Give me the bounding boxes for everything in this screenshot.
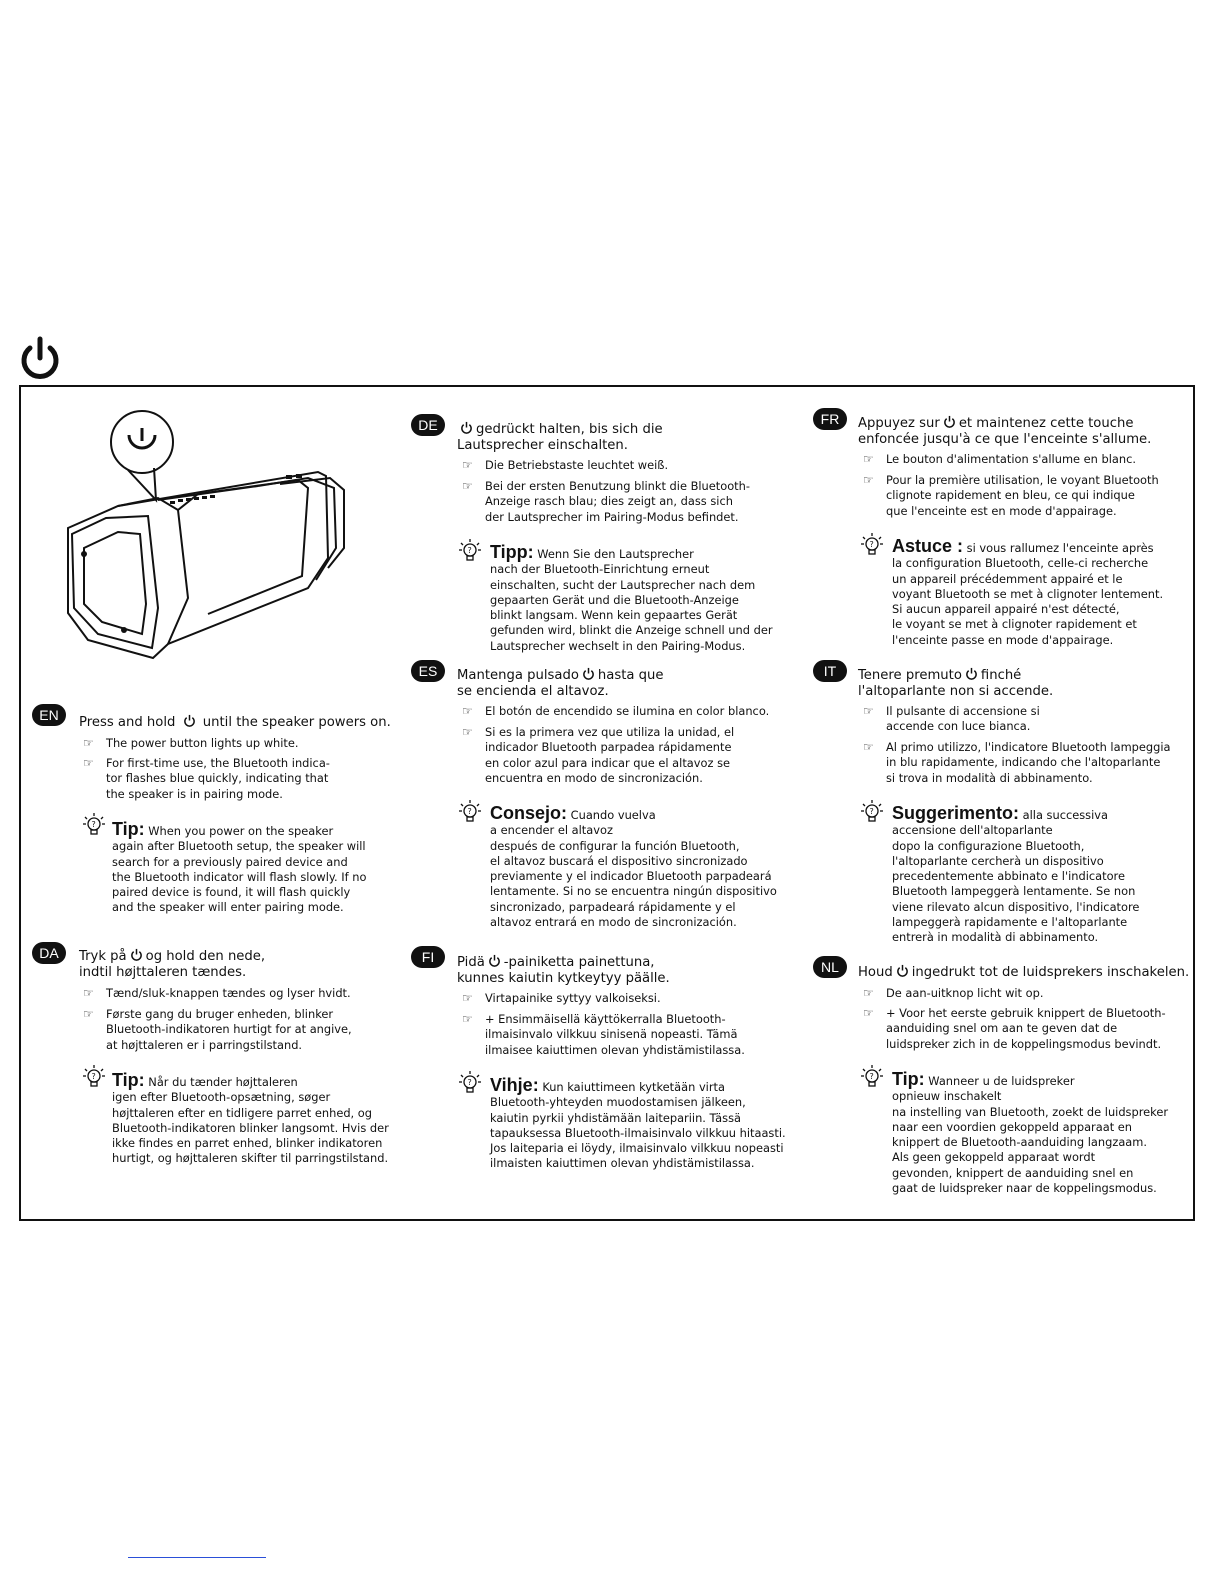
pointing-hand-icon: ☞ [83, 756, 94, 770]
bullet-en-1: ☞ The power button lights up white. [83, 736, 299, 750]
lang-badge-es: ES [411, 660, 445, 682]
bullet-nl-2: ☞ + Voor het eerste gebruik knippert de Bluetooth- aanduiding snel om aan te geven dat de luidspreker zich in de koppelingsmodus bevindt. [863, 1006, 1166, 1051]
tip-de: Tipp: Wenn Sie den Lautsprecher nach der Bluetooth-Einrichtung erneut einschalten, sucht der Lautsprecher nach dem gepaarten Gerät und die Bluetooth-Anzeige blinkt langsam. Wenn kein gepaartes Gerät gefunden wird, blinkt die Anzeige schnell und der Lautsprecher wechselt in den Pairing-Modus. [490, 542, 773, 653]
bullet-en-2: ☞ For first-time use, the Bluetooth indica- tor flashes blue quickly, indicating that the speaker is in pairing mode. [83, 756, 330, 801]
svg-text:?: ? [467, 546, 472, 555]
bullet-fi-2: ☞ + Ensimmäisellä käyttökerralla Bluetooth- ilmaisinvalo vilkkuu sinisenä nopeasti. Tämä ilmaisee kaiuttimen olevan yhdistämistilassa. [462, 1012, 745, 1057]
bullet-es-1: ☞ El botón de encendido se ilumina en color blanco. [462, 704, 770, 718]
lang-badge-fr: FR [813, 408, 847, 430]
pointing-hand-icon: ☞ [863, 986, 874, 1000]
pointing-hand-icon: ☞ [83, 736, 94, 750]
lightbulb-icon [82, 812, 106, 838]
pointing-hand-icon: ☞ [863, 740, 874, 754]
pointing-hand-icon: ☞ [83, 1007, 94, 1021]
bullet-nl-1: ☞ De aan-uitknop licht wit op. [863, 986, 1044, 1000]
svg-text:?: ? [869, 807, 874, 816]
bullet-de-1: ☞ Die Betriebstaste leuchtet weiß. [462, 458, 669, 472]
bullet-da-1: ☞ Tænd/sluk-knappen tændes og lyser hvidt. [83, 986, 351, 1000]
heading-da: Tryk på og hold den nede, indtil højttaleren tændes. [79, 949, 266, 980]
lang-badge-nl: NL [813, 956, 847, 978]
lang-badge-fi: FI [411, 946, 445, 968]
tip-fr: Astuce : si vous rallumez l'enceinte après la configuration Bluetooth, celle-ci recherche un appareil précédemment appairé et le voyant Bluetooth se met à clignoter lentement. Si aucun appareil appairé n'est détecté, le voyant se met à clignoter rapidement et l'enceinte passe en mode d'appairage. [892, 536, 1164, 647]
pointing-hand-icon: ☞ [462, 458, 473, 472]
bullet-fi-1: ☞ Virtapainike syttyy valkoiseksi. [462, 991, 661, 1005]
pointing-hand-icon: ☞ [863, 1006, 874, 1020]
bullet-da-2: ☞ Første gang du bruger enheden, blinker Bluetooth-indikatoren hurtigt for at angive, at højttaleren er i parringstilstand. [83, 1007, 352, 1052]
svg-text:?: ? [91, 820, 96, 829]
svg-text:?: ? [467, 807, 472, 816]
bullet-it-1: ☞ Il pulsante di accensione si accende con luce bianca. [863, 704, 1040, 734]
bullet-fr-1: ☞ Le bouton d'alimentation s'allume en blanc. [863, 452, 1136, 466]
power-icon [896, 964, 909, 977]
power-icon [965, 667, 978, 680]
power-icon [183, 714, 196, 727]
power-icon [488, 954, 501, 967]
power-icon [582, 667, 595, 680]
lang-badge-de: DE [411, 414, 445, 436]
lang-badge-en: EN [32, 704, 66, 726]
bullet-de-2: ☞ Bei der ersten Benutzung blinkt die Bluetooth- Anzeige rasch blau; dies zeigt an, dass sich der Lautsprecher im Pairing-Modus befindet. [462, 479, 750, 524]
bullet-fr-2: ☞ Pour la première utilisation, le voyant Bluetooth clignote rapidement en bleu, ce qui indique que l'enceinte est en mode d'appairage. [863, 473, 1159, 518]
heading-fi: Pidä -painiketta painettuna, kunnes kaiutin kytkeytyy päälle. [457, 955, 670, 986]
tip-da: Tip: Når du tænder højttaleren igen efter Bluetooth-opsætning, søger højttaleren efter en tidligere parret enhed, og Bluetooth-indikatoren blinker langsomt. Hvis der ikke findes en parret enhed, blinker indikatoren hurtigt, og højttaleren skifter til parringstilstand. [112, 1070, 389, 1166]
pointing-hand-icon: ☞ [462, 704, 473, 718]
svg-text:?: ? [869, 540, 874, 549]
pointing-hand-icon: ☞ [863, 452, 874, 466]
heading-fr: Appuyez sur et maintenez cette touche enfoncée jusqu'à ce que l'enceinte s'allume. [858, 416, 1152, 447]
lightbulb-icon [458, 538, 482, 564]
tip-en: Tip: When you power on the speaker again after Bluetooth setup, the speaker will search for a previously paired device and the Bluetooth indicator will flash slowly. If no paired device is found, it will flash quickly and the speaker will enter pairing mode. [112, 819, 367, 915]
lightbulb-icon [860, 799, 884, 825]
lightbulb-icon [860, 1064, 884, 1090]
lightbulb-icon [82, 1064, 106, 1090]
power-icon [943, 415, 956, 428]
pointing-hand-icon: ☞ [863, 704, 874, 718]
svg-text:?: ? [869, 1072, 874, 1081]
lightbulb-icon [458, 1070, 482, 1096]
heading-es: Mantenga pulsado hasta que se encienda el altavoz. [457, 668, 664, 699]
tip-nl: Tip: Wanneer u de luidspreker opnieuw inschakelt na instelling van Bluetooth, zoekt de luidspreker naar een voordien gekoppeld apparaat en knippert de Bluetooth-aanduiding langzaam. Als geen gekoppeld apparaat wordt gevonden, knippert de aanduiding snel en gaat de luidspreker naar de koppelingsmodus. [892, 1069, 1169, 1196]
heading-de: gedrückt halten, bis sich die Lautsprecher einschalten. [457, 422, 663, 453]
lightbulb-icon [860, 532, 884, 558]
svg-text:?: ? [91, 1072, 96, 1081]
heading-it: Tenere premuto finché l'altoparlante non si accende. [858, 668, 1054, 699]
pointing-hand-icon: ☞ [83, 986, 94, 1000]
lightbulb-icon [458, 799, 482, 825]
footer-link-underline[interactable] [128, 1557, 266, 1558]
lang-badge-da: DA [32, 942, 66, 964]
heading-nl: Houd ingedrukt tot de luidsprekers inschakelen. [858, 965, 1190, 980]
pointing-hand-icon: ☞ [462, 991, 473, 1005]
tip-fi: Vihje: Kun kaiuttimeen kytketään virta Bluetooth-yhteyden muodostamisen jälkeen, kaiutin pyrkii yhdistämään laitepariin. Tässä tapauksessa Bluetooth-ilmaisinvalo vilkkuu hitaasti. Jos laiteparia ei löydy, ilmaisinvalo vilkkuu nopeasti ilmaisten kaiuttimen olevan yhdistämistilassa. [490, 1075, 786, 1171]
pointing-hand-icon: ☞ [462, 1012, 473, 1026]
tip-it: Suggerimento: alla successiva accensione dell'altoparlante dopo la configurazione Bluetooth, l'altoparlante cercherà un dispositivo precedentemente abbinato e l'indicatore Bluetooth lampeggerà lentamente. Se non viene rilevato alcun dispositivo, l'indicatore lampeggerà rapidamente e l'altoparlante entrerà in modalità di abbinamento. [892, 803, 1140, 945]
power-symbol-icon [18, 336, 62, 382]
pointing-hand-icon: ☞ [863, 473, 874, 487]
lang-badge-it: IT [813, 660, 847, 682]
tip-es: Consejo: Cuando vuelva a encender el altavoz después de configurar la función Bluetooth, el altavoz buscará el dispositivo sincronizado previamente y el indicador Bluetooth parpadeará lentamente. Si no se encuentra ningún dispositivo sincronizado, parpadeará rápidamente y el altavoz entrará en modo de sincronización. [490, 803, 777, 930]
pointing-hand-icon: ☞ [462, 725, 473, 739]
svg-text:?: ? [467, 1078, 472, 1087]
bullet-it-2: ☞ Al primo utilizzo, l'indicatore Bluetooth lampeggia in blu rapidamente, indicando che l'altoparlante si trova in modalità di abbinamento. [863, 740, 1171, 785]
heading-en: Press and hold until the speaker powers on. [79, 715, 391, 730]
power-icon [460, 421, 473, 434]
power-icon [130, 948, 143, 961]
bullet-es-2: ☞ Si es la primera vez que utiliza la unidad, el indicador Bluetooth parpadea rápidamente en color azul para indicar que el altavoz se encuentra en modo de sincronización. [462, 725, 735, 785]
pointing-hand-icon: ☞ [462, 479, 473, 493]
speaker-illustration [58, 408, 358, 670]
